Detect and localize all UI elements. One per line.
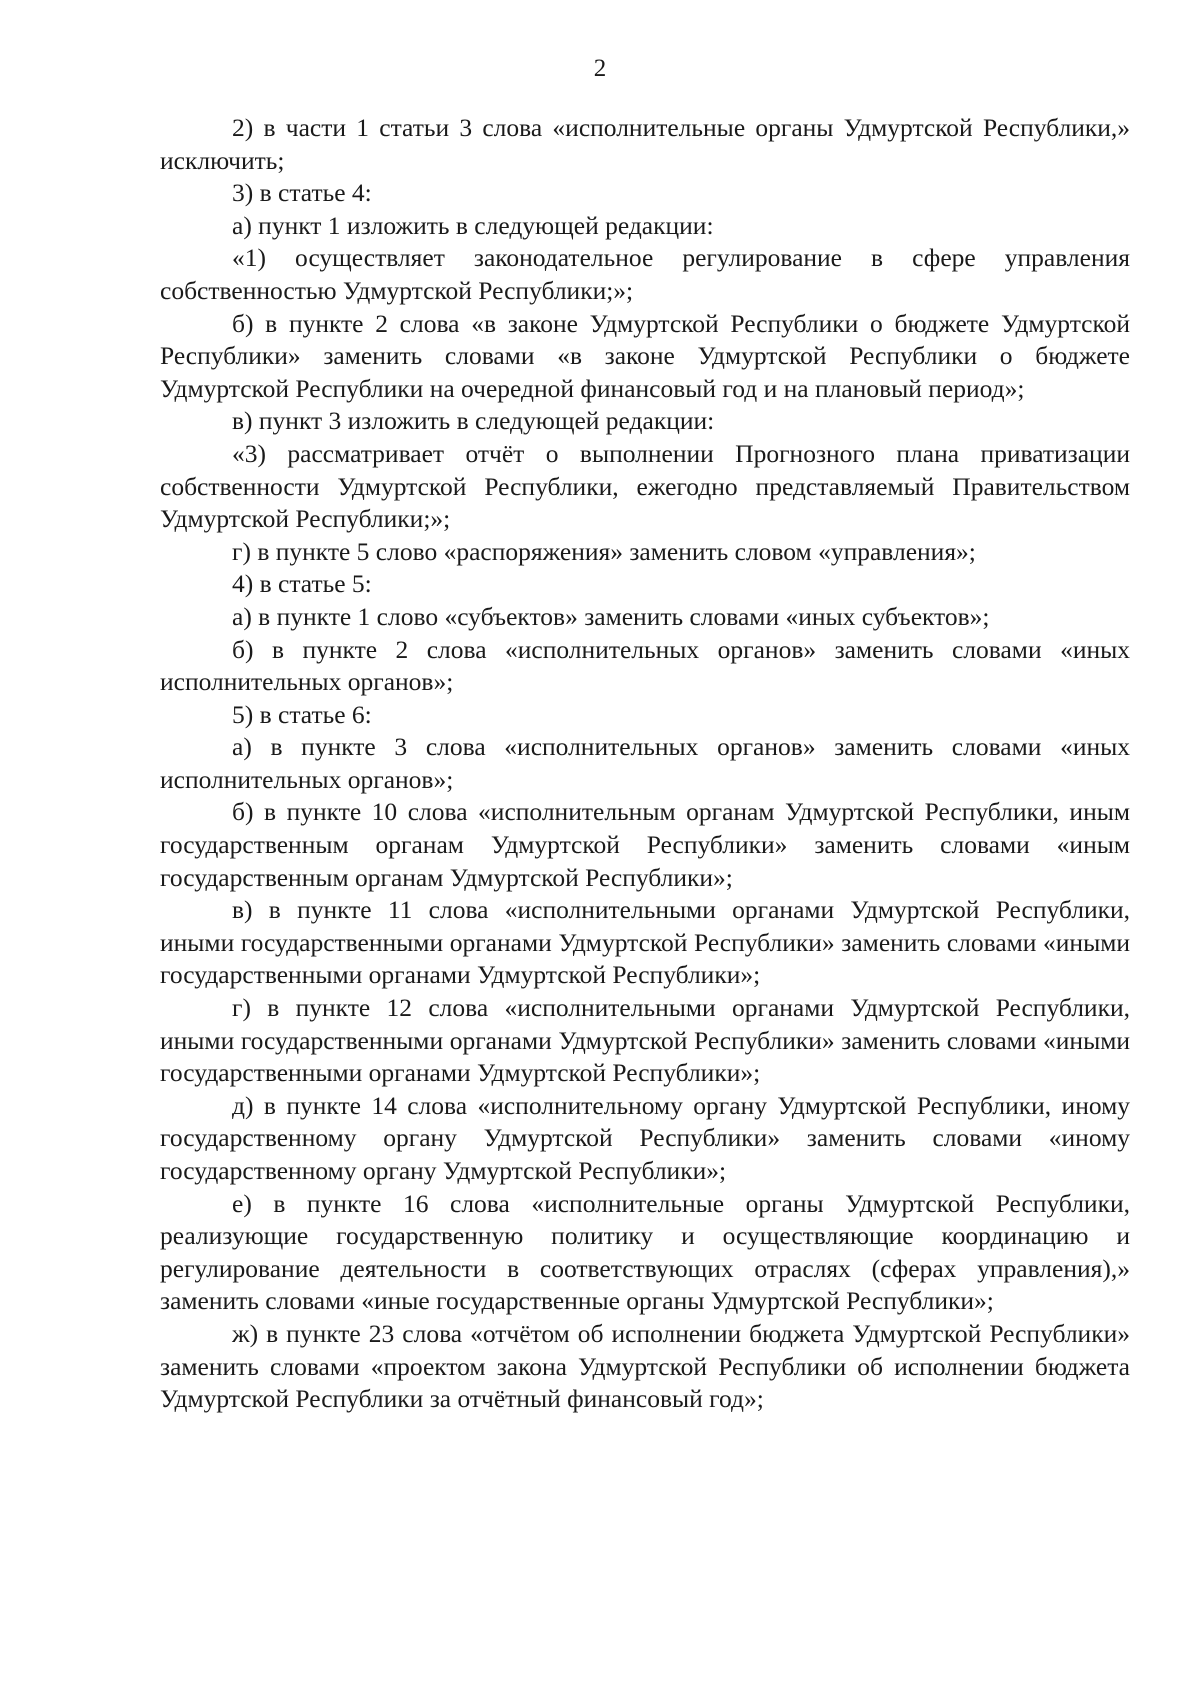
- paragraph: «3) рассматривает отчёт о выполнении Прогнозного плана приватизации собственности Удмуртской Республики, ежегодно представляемый Правительством Удмуртской Республики;»;: [160, 438, 1130, 534]
- paragraph: г) в пункте 5 слово «распоряжения» заменить словом «управления»;: [232, 536, 976, 566]
- paragraph: б) в пункте 10 слова «исполнительным органам Удмуртской Республики, иным государственным органам Удмуртской Республики» заменить словами «иным государственным органам Удмуртской Республики»;: [160, 797, 1130, 892]
- paragraph: д) в пункте 14 слова «исполнительному органу Удмуртской Республики, иному государственному органу Удмуртской Республики» заменить словами «иному государственному органу Удмуртской Республики»;: [160, 1090, 1130, 1185]
- paragraph: 4) в статье 5:: [232, 569, 372, 599]
- paragraph: ж) в пункте 23 слова «отчётом об исполнении бюджета Удмуртской Республики» заменить словами «проектом закона Удмуртской Республики об исполнении бюджета Удмуртской Республики за отчётный финансовый год»;: [160, 1318, 1130, 1414]
- paragraph: в) в пункте 11 слова «исполнительными органами Удмуртской Республики, иными государственными органами Удмуртской Республики» заменить словами «иными государственными органами Удмуртской Республики»;: [160, 895, 1130, 990]
- paragraph: «1) осуществляет законодательное регулирование в сфере управления собственностью Удмуртской Республики;»;: [160, 243, 1130, 305]
- paragraph: а) в пункте 3 слова «исполнительных органов» заменить словами «иных исполнительных органов»;: [160, 732, 1130, 794]
- paragraph: 5) в статье 6:: [232, 699, 372, 729]
- page-number: 2: [593, 55, 607, 82]
- paragraph: а) пункт 1 изложить в следующей редакции:: [232, 210, 714, 240]
- paragraph: в) пункт 3 изложить в следующей редакции:: [232, 406, 715, 436]
- paragraph: г) в пункте 12 слова «исполнительными органами Удмуртской Республики, иными государственными органами Удмуртской Республики» заменить словами «иными государственными органами Удмуртской Республики»;: [160, 993, 1130, 1088]
- paragraph: б) в пункте 2 слова «исполнительных органов» заменить словами «иных исполнительных органов»;: [160, 634, 1130, 697]
- paragraph: е) в пункте 16 слова «исполнительные органы Удмуртской Республики, реализующие государственную политику и осуществляющие координацию и регулирование деятельности в соответствующих отраслях (сферах управления),» заменить словами «иные государственные органы Удмуртской Республики»;: [160, 1188, 1130, 1316]
- paragraph: 2) в части 1 статьи 3 слова «исполнительные органы Удмуртской Республики,» исключить;: [160, 113, 1130, 175]
- paragraph: а) в пункте 1 слово «субъектов» заменить словами «иных субъектов»;: [232, 601, 990, 631]
- document-body: [160, 112, 1130, 1416]
- paragraph: 3) в статье 4:: [232, 178, 372, 208]
- paragraph: б) в пункте 2 слова «в законе Удмуртской Республики о бюджете Удмуртской Республики» заменить словами «в законе Удмуртской Республики о бюджете Удмуртской Республики на очередной финансовый год и на плановый период»;: [160, 308, 1130, 403]
